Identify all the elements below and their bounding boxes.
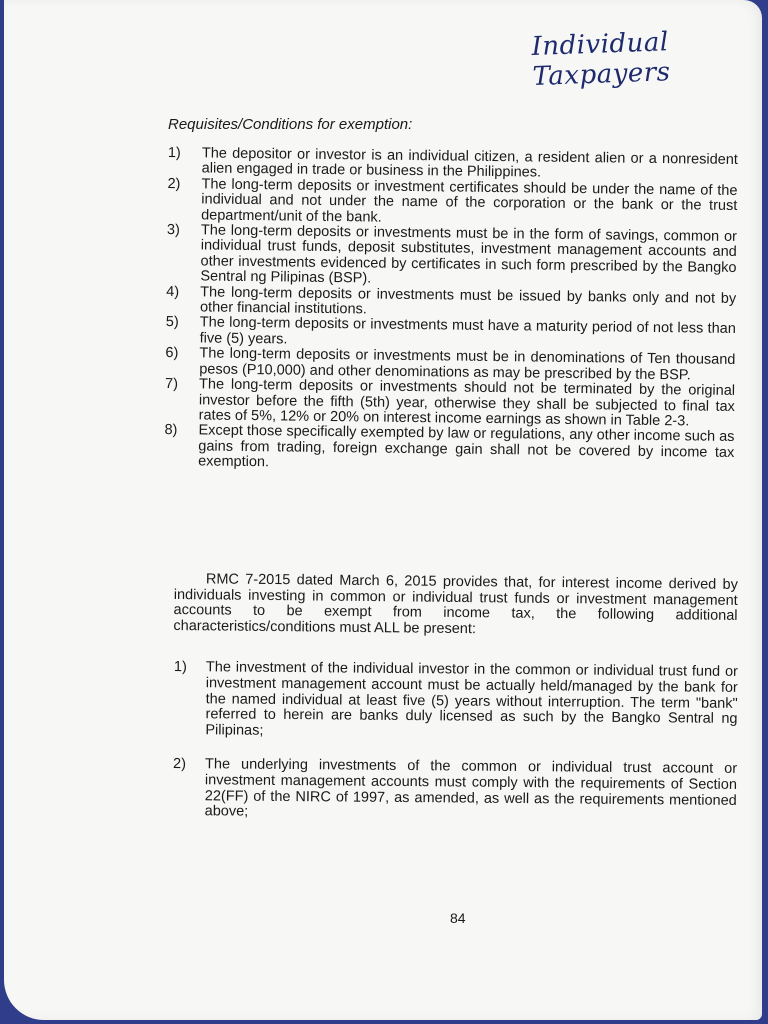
conditions-list	[172, 660, 738, 843]
list-item	[164, 423, 735, 476]
list-number: 2)	[173, 755, 187, 773]
list-text: Except those specifically exempted by law or regulations, any other income such as gains from trading, foreign exchange gain shall not be covered by income tax exemption.	[198, 422, 735, 471]
list-text: The long-term deposits or investments must be issued by banks only and not by other financial institutions.	[199, 284, 737, 318]
list-item	[173, 660, 738, 744]
list-text: The long-term deposits or investments must be in denominations of Ten thousand pesos (P10,000) and other denominations as may be prescribed by the BSP.	[199, 345, 736, 384]
list-text: The long-term deposits or investments must be in the form of savings, common or individual trust funds, deposit substitutes, investment management accounts and other investments evidenced by certificates in such form prescribed by the Bangko Sentral ng Pilipinas (BSP).	[200, 222, 738, 287]
list-number: 7)	[164, 376, 179, 393]
list-text: The long-term deposits or investment certificates should be under the name of the individual and not under the name of the corporation or the bank or the trust department/unit of the bank.	[201, 176, 738, 226]
list-number: 5)	[165, 314, 179, 331]
list-text: The long-term deposits or investments must have a maturity period of not less than five (5) years.	[199, 314, 736, 348]
section-heading: Requisites/Conditions for exemption:	[168, 116, 413, 133]
list-text: The underlying investments of the common or individual trust account or investment management accounts must comply with the requirements of Section 22(FF) of the NIRC of 1997, as amended, as well as the requirements mentioned above;	[204, 756, 738, 821]
book-page	[4, 0, 762, 1020]
list-number: 1)	[173, 659, 187, 676]
list-text: The long-term deposits or investments should not be terminated by the original investor before the fifth (5th) year, otherwise they shall be subjected to final tax rates of 5%, 12% or 20% on interest income earnings as shown in Table 2-3.	[198, 376, 736, 430]
page-number: 84	[450, 910, 466, 926]
list-item	[167, 177, 738, 230]
list-number: 3)	[166, 222, 180, 239]
list-text: The depositor or investor is an individual citizen, a resident alien or a nonresident alien engaged in trade or business in the Philippines.	[201, 145, 738, 181]
requisites-list	[164, 146, 738, 476]
running-header: Individual Taxpayers	[531, 27, 672, 92]
list-item	[166, 223, 737, 292]
list-number: 2)	[167, 175, 181, 192]
list-item	[173, 757, 738, 825]
rmc-paragraph: RMC 7-2015 dated March 6, 2015 provides that, for interest income derived by individuals investing in common or individual trust funds or investment management accounts to be exempt from income tax, the following additional characteristics/conditions must ALL be present:	[173, 571, 738, 637]
list-number: 6)	[165, 345, 179, 362]
list-item	[165, 377, 736, 430]
list-text: The investment of the individual investor in the common or individual trust fund or investment management account must be actually held/managed by the bank for the named individual at least five (5) years without interruption. The term "bank" referred to herein are banks duly licensed as such by the Bangko Sentral ng Pilipinas;	[205, 659, 738, 739]
list-number: 8)	[164, 422, 178, 439]
list-number: 1)	[167, 145, 181, 162]
list-number: 4)	[166, 283, 180, 300]
